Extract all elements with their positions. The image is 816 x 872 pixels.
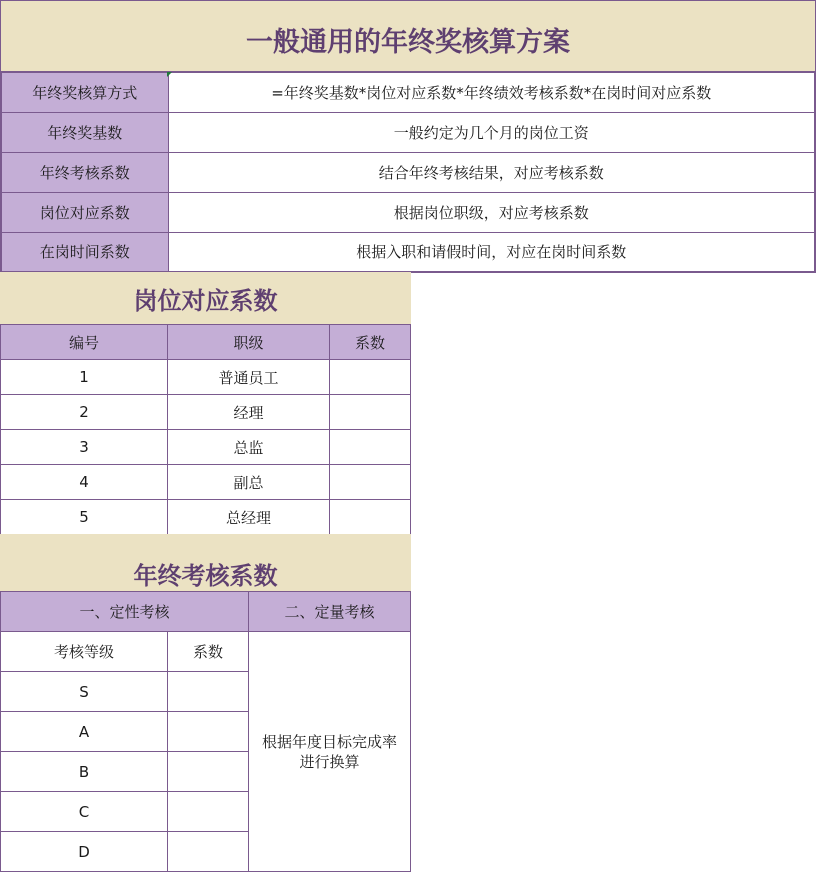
summary-value-cell[interactable]: =年终奖基数*岗位对应系数*年终绩效考核系数*在岗时间对应系数 [168,72,815,112]
coef-cell[interactable] [330,500,411,535]
coef-cell[interactable] [330,395,411,430]
position-coefficient-table [0,324,411,535]
no-cell[interactable]: 4 [1,465,168,500]
table-row [1,500,411,535]
summary-label-cell[interactable]: 在岗时间系数 [1,232,168,272]
table-row [1,192,815,232]
grade-cell[interactable]: A [1,712,168,752]
no-cell[interactable]: 3 [1,430,168,465]
table-header-row [1,592,411,632]
summary-value-cell[interactable]: 结合年终考核结果，对应考核系数 [168,152,815,192]
coef-cell[interactable] [168,672,249,712]
summary-label-cell[interactable]: 岗位对应系数 [1,192,168,232]
table-row [1,465,411,500]
evaluation-coefficient-table [0,591,411,872]
cell-comment-indicator-icon [167,72,172,77]
coef-cell[interactable] [330,430,411,465]
grade-cell[interactable]: B [1,752,168,792]
summary-label-cell[interactable]: 年终奖核算方式 [1,72,168,112]
level-cell[interactable]: 总监 [168,430,330,465]
table-row [1,232,815,272]
qualitative-header[interactable]: 一、定性考核 [1,592,249,632]
position-section-title [0,272,411,324]
coef-cell[interactable] [168,832,249,872]
column-header-coef[interactable]: 系数 [330,325,411,360]
evaluation-title: 年终考核系数 [133,561,278,590]
quantitative-header[interactable]: 二、定量考核 [249,592,411,632]
no-cell[interactable]: 5 [1,500,168,535]
grade-cell[interactable]: D [1,832,168,872]
level-cell[interactable]: 总经理 [168,500,330,535]
table-subheader-row [1,632,411,672]
evaluation-section-title [0,534,411,591]
table-header-row [1,325,411,360]
summary-table [0,71,816,273]
no-cell[interactable]: 2 [1,395,168,430]
table-row [1,430,411,465]
document-title: 一般通用的年终奖核算方案 [246,26,570,58]
coef-cell[interactable] [168,792,249,832]
level-cell[interactable]: 副总 [168,465,330,500]
grade-cell[interactable]: S [1,672,168,712]
column-header-level[interactable]: 职级 [168,325,330,360]
document-title-band [0,0,816,71]
no-cell[interactable]: 1 [1,360,168,395]
table-row [1,112,815,152]
summary-label-cell[interactable]: 年终考核系数 [1,152,168,192]
grade-cell[interactable]: C [1,792,168,832]
table-row [1,395,411,430]
level-cell[interactable]: 经理 [168,395,330,430]
coef-cell[interactable] [330,465,411,500]
summary-value-cell[interactable]: 根据入职和请假时间，对应在岗时间系数 [168,232,815,272]
table-row [1,152,815,192]
position-title: 岗位对应系数 [133,286,278,315]
summary-value-cell[interactable]: 一般约定为几个月的岗位工资 [168,112,815,152]
summary-value-cell[interactable]: 根据岗位职级，对应考核系数 [168,192,815,232]
grade-header[interactable]: 考核等级 [1,632,168,672]
table-row [1,72,815,112]
level-cell[interactable]: 普通员工 [168,360,330,395]
coef-header[interactable]: 系数 [168,632,249,672]
column-header-no[interactable]: 编号 [1,325,168,360]
coef-cell[interactable] [330,360,411,395]
summary-label-cell[interactable]: 年终奖基数 [1,112,168,152]
quantitative-note-cell[interactable]: 根据年度目标完成率进行换算 [249,632,411,872]
coef-cell[interactable] [168,752,249,792]
table-row [1,360,411,395]
coef-cell[interactable] [168,712,249,752]
